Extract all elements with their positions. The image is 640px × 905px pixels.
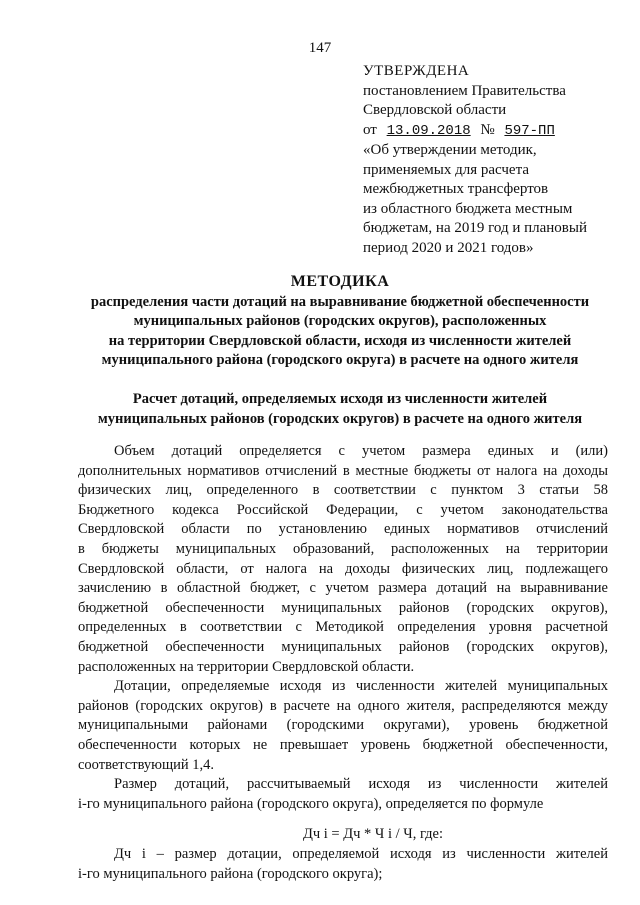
text-line: Бюджетного кодекса Российской Федерации, с учетом законодательства: [78, 501, 608, 518]
text-line: i-го муниципального района (городского округа), определяется по формуле: [78, 795, 544, 812]
text-line: бюджетной обеспеченности муниципальных районов (городских округов),: [78, 599, 608, 616]
section-heading-line: Расчет дотаций, определяемых исходя из численности жителей: [132, 391, 548, 407]
text-line: Дотации, определяемые исходя из численности жителей муниципальных: [114, 678, 608, 695]
section-heading: [70, 390, 610, 429]
text-line: дополнительных нормативов отчислений в местные бюджеты от налога на доходы: [78, 462, 608, 479]
approval-number: 597-ПП: [504, 122, 555, 139]
text-line: муниципальными районами (городскими округами), уровень бюджетной: [78, 717, 608, 734]
text-line: Свердловской области по установлению единых нормативов отчислений: [78, 521, 608, 538]
formula: Дч i = Дч * Ч i / Ч, где:: [302, 826, 444, 843]
text-line: i-го муниципального района (городского округа);: [78, 865, 383, 882]
text-line: обеспеченности которых не превышает уровень бюджетной обеспеченности,: [78, 736, 608, 753]
number-label: №: [480, 121, 495, 138]
body-text: [78, 442, 608, 884]
document-title-block: [60, 272, 620, 371]
text-line: определенных в соответствии с Методикой определения уровня расчетной: [78, 619, 608, 636]
approval-line-1: постановлением Правительства: [363, 82, 566, 99]
section-heading-line: муниципальных районов (городских округов) в расчете на одного жителя: [97, 410, 583, 427]
text-line: соответствующий 1,4.: [78, 756, 215, 773]
text-line: расположенных на территории Свердловской области.: [78, 658, 415, 675]
text-line: Объем дотаций определяется с учетом размера единых и (или): [114, 443, 608, 459]
text-line: бюджетной обеспеченности муниципальных районов (городских округов),: [78, 638, 608, 655]
text-line: Дч i – размер дотации, определяемой исходя из численности жителей: [114, 846, 608, 863]
paragraph-3: [78, 775, 608, 814]
text-line: Размер дотаций, рассчитываемый исходя из численности жителей: [114, 776, 608, 793]
approved-label: УТВЕРЖДЕНА: [363, 63, 470, 79]
approval-line-2: Свердловской области: [363, 102, 507, 118]
paragraph-2: [78, 677, 608, 775]
approval-date-number: [363, 121, 603, 142]
text-line: зачислению в областной бюджет, с учетом размера дотаций на выравнивание: [78, 580, 608, 597]
text-line: физических лиц, определенного в соответствии с пунктом 3 статьи 58: [78, 482, 608, 499]
quote-line: «Об утверждении методик,: [363, 142, 537, 158]
text-line: Свердловской области, от налога на доходы физических лиц, подлежащего: [78, 560, 608, 577]
text-line: в бюджеты муниципальных образований, расположенных на территории: [78, 540, 608, 557]
paragraph-1: [78, 442, 608, 677]
from-label: от: [363, 121, 377, 138]
document-title: МЕТОДИКА: [290, 273, 390, 290]
quote-line: бюджетам, на 2019 год и плановый: [363, 220, 587, 236]
quote-line: период 2020 и 2021 годов»: [363, 239, 534, 256]
quote-line: межбюджетных трансфертов: [363, 181, 549, 197]
quote-line: применяемых для расчета: [363, 161, 529, 178]
title-line: муниципального района (городского округа) в расчете на одного жителя: [101, 352, 579, 368]
text-line: районов (городских округов) в расчете на одного жителя, распределяются между: [78, 697, 608, 714]
page-number: 147: [308, 40, 332, 56]
paragraph-4: [78, 845, 608, 884]
title-line: распределения части дотаций на выравнивание бюджетной обеспеченности: [90, 293, 590, 310]
title-line: на территории Свердловской области, исходя из численности жителей: [108, 332, 572, 349]
approval-block: [363, 62, 603, 258]
quote-line: из областного бюджета местным: [363, 200, 573, 217]
approval-date: 13.09.2018: [386, 122, 471, 139]
title-line: муниципальных районов (городских округов), расположенных: [133, 313, 547, 329]
